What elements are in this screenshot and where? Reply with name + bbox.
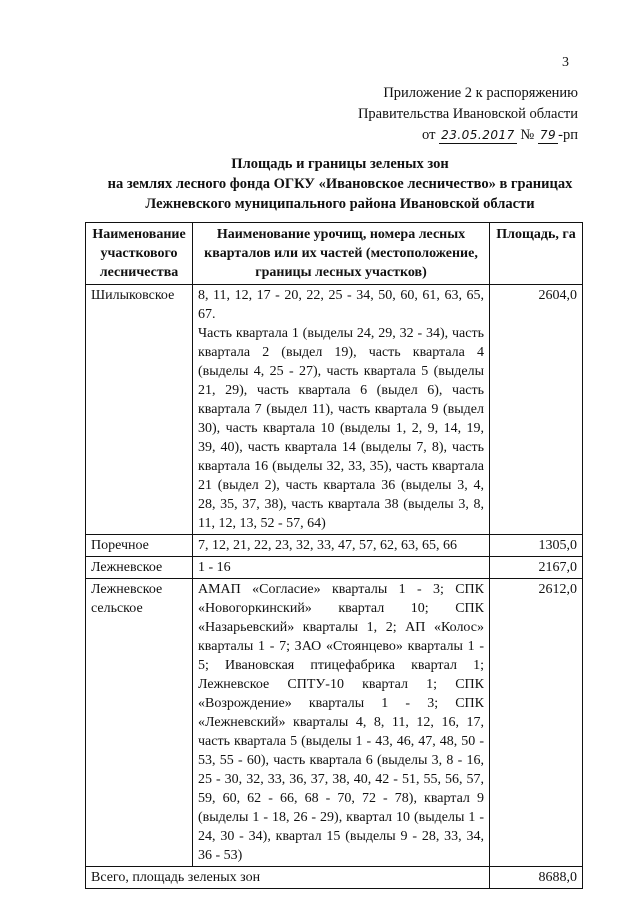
total-area: 8688,0 (490, 867, 583, 889)
row-forestry-name: Лежневское (86, 557, 193, 579)
header-forestry: Наименование участкового лесничества (86, 223, 193, 285)
order-number: 79 (539, 128, 557, 142)
appendix-line-3 (358, 125, 578, 146)
row-area: 2612,0 (490, 579, 583, 867)
appendix-line-2: Правительства Ивановской области (357, 106, 578, 122)
row-location-part-2: Часть квартала 1 (выделы 24, 29, 32 - 34), часть квартала 2 (выдел 19), часть квартала 4 (выделы 4, 25 - 27), часть квартала 5 (выделы 21, 29), часть квартала 6 (выдел 6), часть квартала 7 (выдел 11), часть квартала 9 (выдел 30), часть квартала 10 (выделы 1, 2, 9, 14, 19, 39, 40), часть квартала 14 (выделы 7, 8), часть квартала 16 (выделы 32, 33, 35), часть квартала 21 (выдел 2), часть квартала 36 (выделы 3, 4, 28, 35, 37, 38), часть квартала 38 (выделы 3, 8, 11, 12, 13, 52 - 57, 64) (198, 326, 484, 531)
order-suffix: -рп (558, 127, 578, 143)
row-forestry-name: Поречное (86, 535, 193, 557)
row-location: 7, 12, 21, 22, 23, 32, 33, 47, 57, 62, 63, 65, 66 (193, 535, 490, 557)
row-area: 2604,0 (490, 285, 583, 535)
header-area: Площадь, га (490, 223, 583, 285)
row-location: АМАП «Согласие» кварталы 1 - 3; СПК «Новогоркинский» квартал 10; СПК «Назарьевский» кварталы 1, 2; АП «Колос» кварталы 1 - 7; ЗАО «Стоянцево» кварталы 1 - 5; Ивановская птицефабрика квартал 1; Лежневское СПТУ-10 квартал 1; СПК «Возрождение» кварталы 1 - 3; СПК «Лежневский» кварталы 4, 8, 11, 12, 16, 17, часть квартала 5 (выделы 1 - 43, 46, 47, 48, 50 - 53, 55 - 60), часть квартала 6 (выделы 3, 8 - 16, 25 - 30, 32, 33, 36, 37, 38, 40, 42 - 51, 55, 56, 57, 59, 60, 62 - 66, 68 - 70, 72 - 78), квартал 9 (выделы 1 - 18, 26 - 29), квартал 10 (выделы 1 - 24, 30 - 34), квартал 15 (выделы 9 - 28, 33, 34, 36 - 53) (193, 579, 490, 867)
number-label: № (520, 127, 535, 143)
appendix-header (358, 83, 578, 146)
title-line-2: на землях лесного фонда ОГКУ «Ивановское лесничество» в границах (107, 176, 573, 192)
page-number: 3 (562, 55, 569, 70)
total-label: Всего, площадь зеленых зон (86, 867, 490, 889)
from-label: от (422, 127, 436, 143)
table-row (86, 579, 583, 867)
row-area: 2167,0 (490, 557, 583, 579)
row-location (193, 285, 490, 535)
row-area: 1305,0 (490, 535, 583, 557)
table-row (86, 535, 583, 557)
header-location: Наименование урочищ, номера лесных кварталов или их частей (местоположение, границы лесных участков) (193, 223, 490, 285)
document-title (60, 154, 620, 214)
row-location: 1 - 16 (193, 557, 490, 579)
row-forestry-name: Лежневское сельское (86, 579, 193, 867)
table-total-row (86, 867, 583, 889)
row-location-part-1: 8, 11, 12, 17 - 20, 22, 25 - 34, 50, 60, 61, 63, 65, 67. (198, 288, 484, 322)
row-forestry-name: Шилыковское (86, 285, 193, 535)
appendix-line-1: Приложение 2 к распоряжению (383, 85, 578, 101)
table-row (86, 557, 583, 579)
table-row (86, 285, 583, 535)
title-line-3: Лежневского муниципального района Ивановской области (145, 196, 535, 212)
order-date: 23.05.2017 (441, 128, 515, 142)
title-line-1: Площадь и границы зеленых зон (231, 156, 449, 172)
table-header-row (86, 223, 583, 285)
green-zones-table (85, 222, 583, 889)
